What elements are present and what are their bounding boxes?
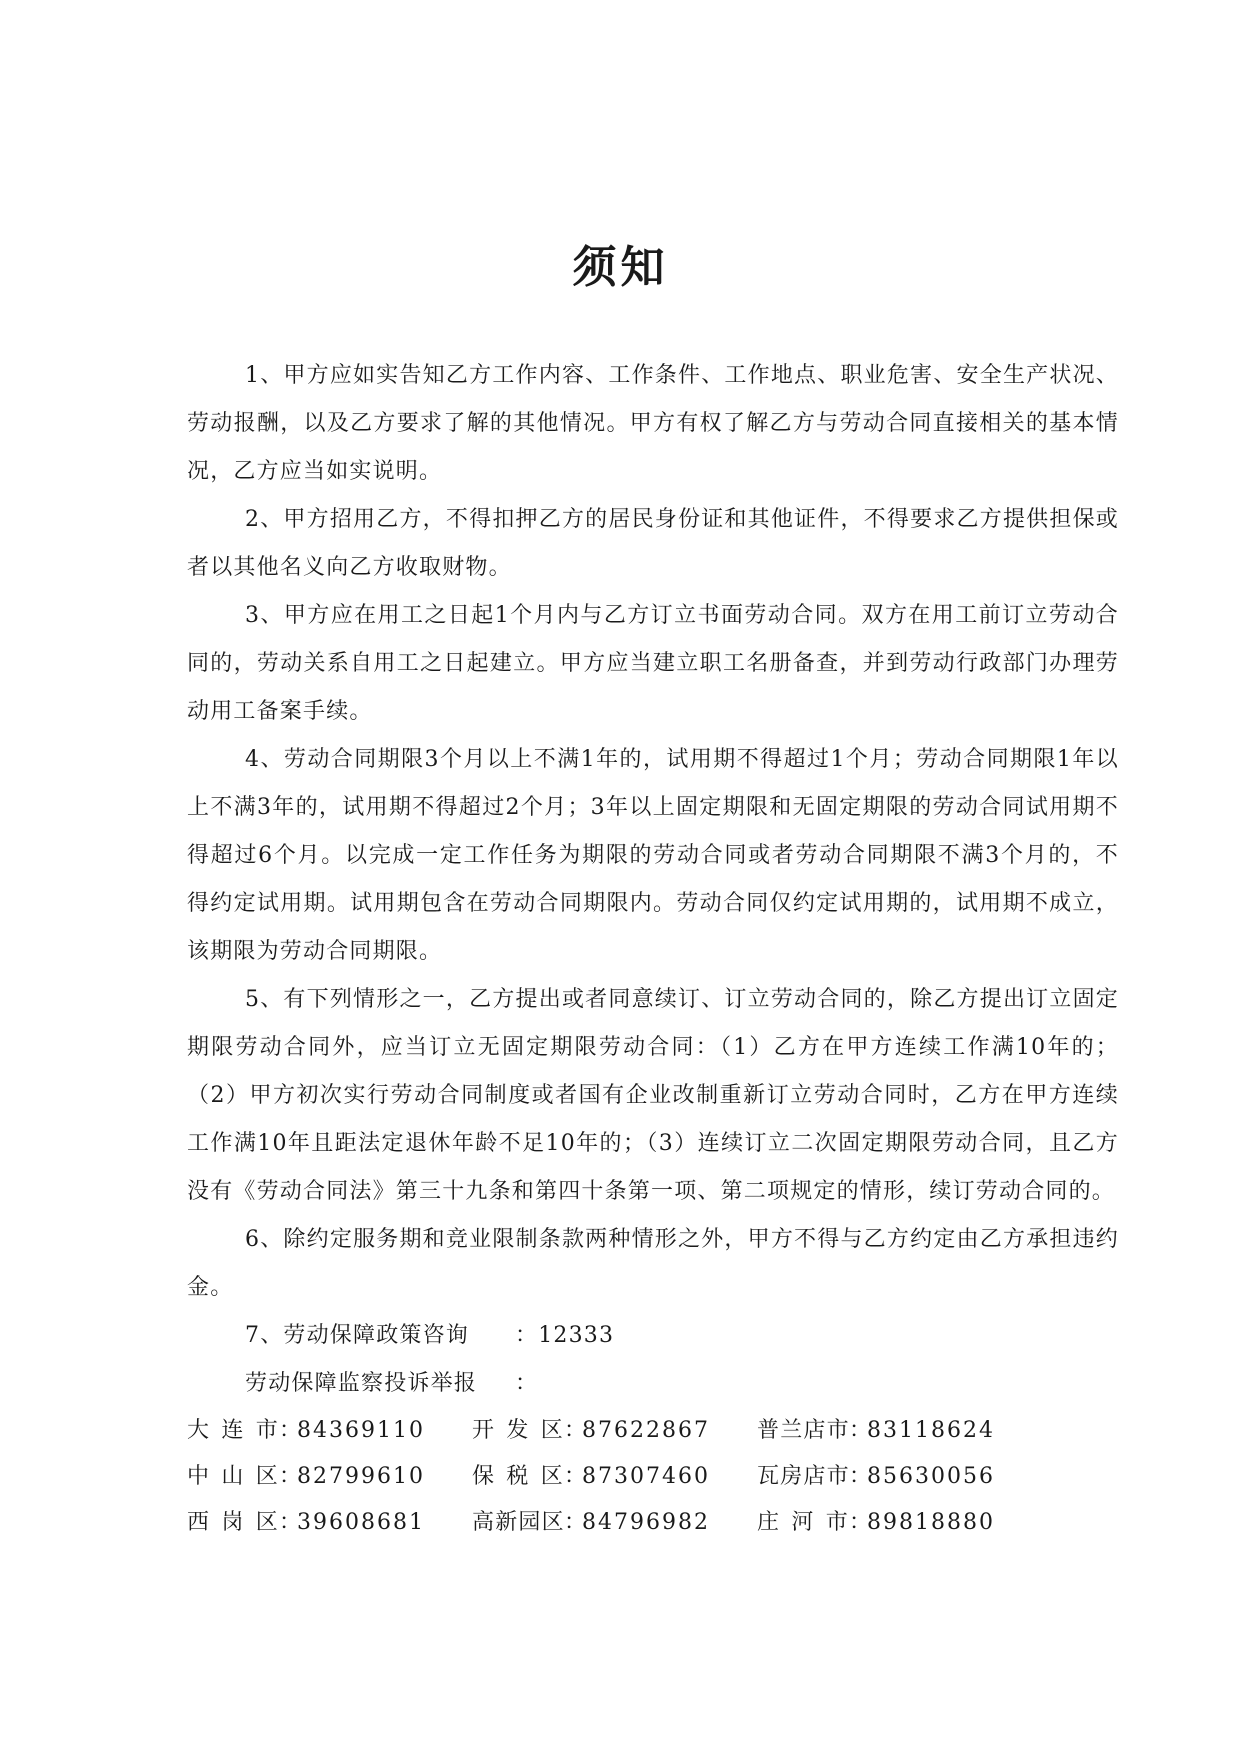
contact-row — [187, 1500, 1119, 1546]
notice-item-2: 2、甲方招用乙方，不得扣押乙方的居民身份证和其他证件，不得要求乙方提供担保或者以其他名义向乙方收取财物。 — [187, 507, 1119, 580]
phone-number: 89818880 — [867, 1510, 995, 1535]
separator: ： — [279, 1510, 303, 1535]
notice-item-4: 4、劳动合同期限3个月以上不满1年的，试用期不得超过1个月；劳动合同期限1年以上不满3年的，试用期不得超过2个月；3年以上固定期限和无固定期限的劳动合同试用期不得超过6个月。以完成一定工作任务为期限的劳动合同或者劳动合同期限不满3个月的，不得约定试用期。试用期包含在劳动合同期限内。劳动合同仅约定试用期的，试用期不成立，该期限为劳动合同期限。 — [187, 747, 1119, 964]
phone-number: 87307460 — [582, 1464, 710, 1489]
separator: ： — [849, 1510, 873, 1535]
separator: ： — [279, 1464, 303, 1489]
contact-row — [187, 1408, 1119, 1454]
contact-entry — [472, 1500, 757, 1546]
district-name: 高新园区 — [472, 1510, 565, 1535]
district-name: 普兰店市 — [757, 1418, 850, 1443]
phone-number: 83118624 — [867, 1418, 995, 1443]
contact-entry — [757, 1454, 1042, 1500]
hotline-label: 7、劳动保障政策咨询 — [245, 1323, 469, 1348]
separator: ： — [564, 1418, 588, 1443]
phone-number: 87622867 — [582, 1418, 710, 1443]
district-name: 西岗区 — [187, 1510, 279, 1535]
contact-entry — [187, 1408, 472, 1454]
phone-number: 85630056 — [867, 1464, 995, 1489]
page-title: 须知 — [572, 242, 669, 293]
hotline-value: ： — [515, 1371, 539, 1396]
contact-entry — [472, 1408, 757, 1454]
contact-entry — [187, 1500, 472, 1546]
phone-number: 82799610 — [297, 1464, 425, 1489]
hotline-value: ：12333 — [515, 1323, 615, 1348]
district-name: 开发区 — [472, 1418, 564, 1443]
contact-table — [187, 1408, 1119, 1546]
district-name: 大连市 — [187, 1418, 279, 1443]
contact-entry — [472, 1454, 757, 1500]
contact-row — [187, 1454, 1119, 1500]
district-name: 保税区 — [472, 1464, 564, 1489]
separator: ： — [279, 1418, 303, 1443]
notice-item-1: 1、甲方应如实告知乙方工作内容、工作条件、工作地点、职业危害、安全生产状况、劳动报酬，以及乙方要求了解的其他情况。甲方有权了解乙方与劳动合同直接相关的基本情况，乙方应当如实说明。 — [187, 363, 1119, 484]
notice-item-5: 5、有下列情形之一，乙方提出或者同意续订、订立劳动合同的，除乙方提出订立固定期限劳动合同外，应当订立无固定期限劳动合同：（1）乙方在甲方连续工作满10年的；（2）甲方初次实行劳动合同制度或者国有企业改制重新订立劳动合同时，乙方在甲方连续工作满10年且距法定退休年龄不足10年的；（3）连续订立二次固定期限劳动合同，且乙方没有《劳动合同法》第三十九条和第四十条第一项、第二项规定的情形，续订劳动合同的。 — [187, 987, 1119, 1204]
hotline-policy-consult — [187, 1312, 1119, 1360]
separator: ： — [564, 1510, 588, 1535]
hotline-label: 劳动保障监察投诉举报 — [245, 1371, 478, 1396]
notice-item-3: 3、甲方应在用工之日起1个月内与乙方订立书面劳动合同。双方在用工前订立劳动合同的，劳动关系自用工之日起建立。甲方应当建立职工名册备查，并到劳动行政部门办理劳动用工备案手续。 — [187, 603, 1119, 724]
document-body — [187, 352, 1119, 1546]
contact-entry — [757, 1500, 1042, 1546]
separator: ： — [849, 1464, 873, 1489]
phone-number: 84796982 — [582, 1510, 710, 1535]
phone-number: 39608681 — [297, 1510, 425, 1535]
district-name: 庄河市 — [757, 1510, 849, 1535]
notice-item-6: 6、除约定服务期和竞业限制条款两种情形之外，甲方不得与乙方约定由乙方承担违约金。 — [187, 1227, 1119, 1300]
district-name: 中山区 — [187, 1464, 279, 1489]
separator: ： — [564, 1464, 588, 1489]
hotline-complaint — [187, 1360, 1119, 1408]
contact-entry — [757, 1408, 1042, 1454]
separator: ： — [849, 1418, 873, 1443]
district-name: 瓦房店市 — [757, 1464, 850, 1489]
contact-entry — [187, 1454, 472, 1500]
phone-number: 84369110 — [297, 1418, 425, 1443]
